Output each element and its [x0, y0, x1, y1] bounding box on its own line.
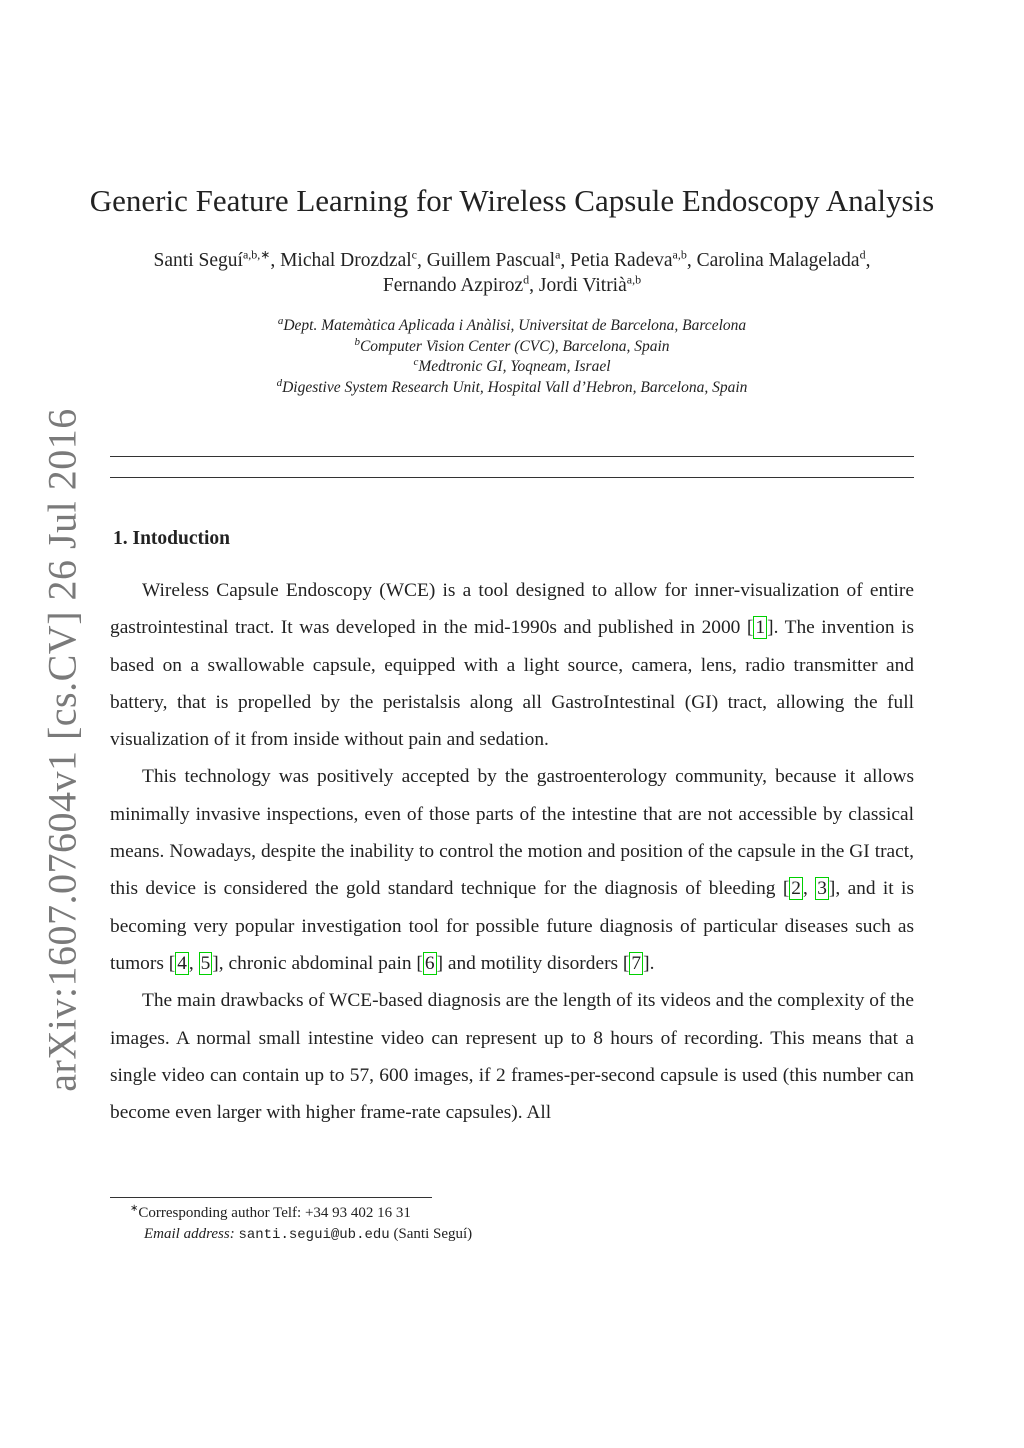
paragraph: The main drawbacks of WCE-based diagnosis are the length of its videos and the complexity of the images. A normal small intestine video can represent up to 8 hours of recording. This means that a single video can contain up to 57, 600 images, if 2 frames-per-second capsule is used (this number can become even larger with higher frame-rate capsules). All	[110, 990, 914, 1124]
author-name: Michal Drozdzal	[280, 250, 412, 271]
author-name: Petia Radeva	[570, 250, 673, 271]
author-affiliation-mark: a,b,∗	[242, 247, 271, 262]
author-name: Jordi Vitrià	[538, 275, 627, 296]
paragraph: Wireless Capsule Endoscopy (WCE) is a tool designed to allow for inner-visualization of entire gastrointestinal tract. It was developed in the mid-1990s and published in 2000 [ 1 ]. The invention is based on a swallowable capsule, equipped with a light source, camera, lens, radio transmitter and battery, that is propelled by the peristalsis along all GastroIntestinal (GI) tract, allowing the full visualization of it from inside without pain and sedation.	[110, 580, 915, 751]
email-address[interactable]: santi.segui@ub.edu	[238, 1227, 390, 1243]
footnote-divider	[110, 1197, 432, 1198]
affiliation-line: $^b$Computer Vision Center (CVC), Barcelona, Spain	[354, 335, 670, 355]
citation-link[interactable]: 5	[200, 952, 211, 974]
citation-link[interactable]: 4	[177, 952, 187, 974]
author-affiliation-mark: d	[523, 272, 530, 287]
email-footnote	[130, 1224, 830, 1246]
footnotes	[130, 1203, 830, 1246]
citation-link[interactable]: 1	[755, 617, 766, 639]
paper-title: Generic Feature Learning for Wireless Capsule Endoscopy Analysis	[89, 183, 935, 218]
header-divider-top	[110, 456, 914, 457]
author-affiliation-mark: a,b	[626, 272, 642, 287]
section-heading: 1. Intoduction	[113, 528, 231, 549]
header-divider-bottom	[110, 477, 914, 478]
body-text	[110, 572, 914, 1131]
author-affiliation-mark: a	[555, 247, 561, 262]
citation-link[interactable]: 3	[817, 878, 827, 900]
author-name: Fernando Azpiroz	[382, 275, 524, 296]
citation-link[interactable]: 2	[791, 878, 801, 900]
email-label: Email address:	[144, 1226, 235, 1242]
citation-link[interactable]: 7	[631, 952, 642, 974]
paragraph: This technology was positively accepted by the gastroenterology community, because it allows minimally invasive inspections, even of those parts of the intestine that are not accessible by classical means. Nowadays, despite the inability to control the motion and position of the capsule in the GI tract, this device is considered the gold standard technique for the diagnosis of bleeding [ 2 , 3 ], and it is becoming very popular investigation tool for possible future diagnosis of particular diseases such as tumors [ 4 , 5 ], chronic abdominal pain [ 6 ] and motility disorders [ 7 ].	[110, 766, 914, 974]
author-affiliation-mark: a,b	[672, 247, 687, 262]
author-name: Santi Seguí	[153, 250, 243, 271]
corresponding-author-footnote: ∗Corresponding author Telf: +34 93 402 16 31	[130, 1203, 411, 1221]
author-list: Santi Seguí$^{a,b,∗}$, Michal Drozdzal$^c$, Guillem Pascual$^a$, Petia Radeva$^{a,b}$, Carolina Malagelada$^d$, Fernando Azpiroz$^d$, Jordi Vitrià$^{a,b}$	[153, 247, 871, 296]
affiliation-line: $^d$Digestive System Research Unit, Hospital Vall d’Hebron, Barcelona, Spain	[276, 376, 748, 396]
email-owner: (Santi Seguí)	[393, 1226, 473, 1242]
affiliation-line: $^c$Medtronic GI, Yoqneam, Israel	[413, 355, 611, 375]
citation-link[interactable]: 6	[424, 952, 435, 974]
author-affiliation-mark: d	[859, 247, 866, 262]
arxiv-identifier-stamp: arXiv:1607.07604v1 [cs.CV] 26 Jul 2016	[39, 408, 85, 1092]
author-name: Guillem Pascual	[426, 250, 556, 271]
affiliation-line: $^a$Dept. Matemàtica Aplicada i Anàlisi, Universitat de Barcelona, Barcelona	[277, 314, 747, 334]
author-affiliation-mark: c	[411, 247, 417, 262]
author-name: Carolina Malagelada	[696, 250, 860, 271]
affiliation-list	[0, 316, 1024, 398]
